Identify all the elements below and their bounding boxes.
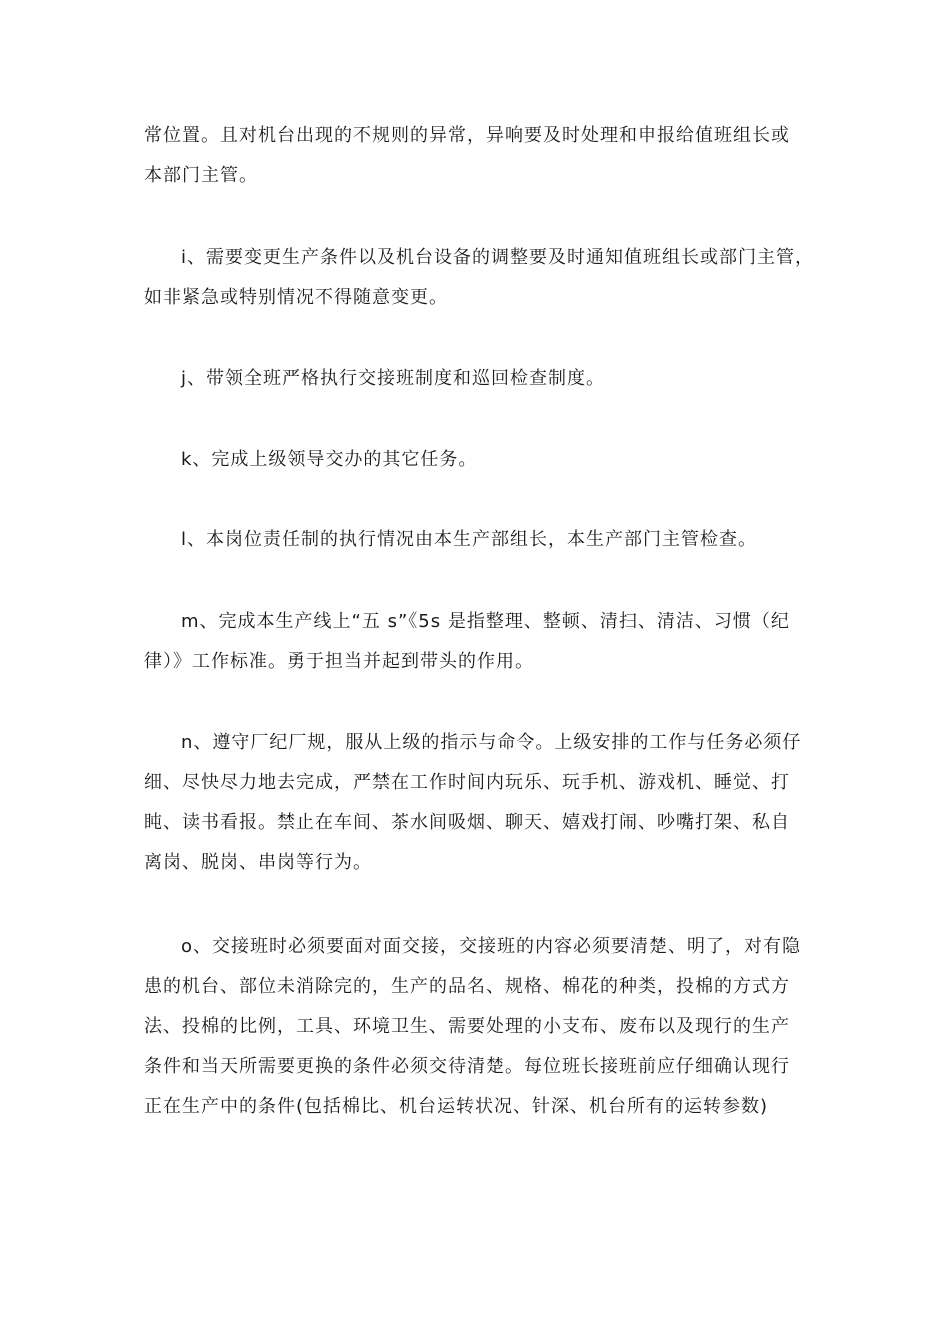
- paragraph-continuation: [144, 116, 816, 196]
- paragraph-line: o、交接班时必须要面对面交接，交接班的内容必须要清楚、明了，对有隐: [181, 936, 802, 957]
- paragraph-line: 如非紧急或特别情况不得随意变更。: [144, 287, 448, 308]
- paragraph-line: l、本岗位责任制的执行情况由本生产部组长，本生产部门主管检查。: [181, 529, 757, 550]
- paragraph-line: 盹、读书看报。禁止在车间、茶水间吸烟、聊天、嬉戏打闹、吵嘴打架、私自: [144, 812, 790, 833]
- paragraph-line: 正在生产中的条件(包括棉比、机台运转状况、针深、机台所有的运转参数): [144, 1096, 769, 1117]
- paragraph-item-n: [144, 723, 816, 883]
- paragraph-line: 离岗、脱岗、串岗等行为。: [144, 852, 372, 873]
- paragraph-line: j、带领全班严格执行交接班制度和巡回检查制度。: [181, 368, 605, 389]
- paragraph-line: 患的机台、部位未消除完的，生产的品名、规格、棉花的种类，投棉的方式方: [144, 976, 790, 997]
- paragraph-line: 本部门主管。: [144, 165, 258, 186]
- paragraph-item-l: [144, 520, 816, 560]
- paragraph-line: n、遵守厂纪厂规，服从上级的指示与命令。上级安排的工作与任务必须仔: [181, 732, 802, 753]
- paragraph-item-j: [144, 359, 816, 399]
- paragraph-item-m: [144, 602, 816, 682]
- paragraph-line: 细、尽快尽力地去完成，严禁在工作时间内玩乐、玩手机、游戏机、睡觉、打: [144, 772, 790, 793]
- paragraph-item-k: [144, 440, 816, 480]
- paragraph-line: 常位置。且对机台出现的不规则的异常，异响要及时处理和申报给值班组长或: [144, 125, 790, 146]
- paragraph-line: 律）》工作标准。勇于担当并起到带头的作用。: [144, 651, 534, 672]
- paragraph-item-o: [144, 927, 816, 1127]
- paragraph-item-i: [144, 238, 816, 318]
- paragraph-line: 条件和当天所需要更换的条件必须交待清楚。每位班长接班前应仔细确认现行: [144, 1056, 790, 1077]
- paragraph-line: m、完成本生产线上“五 s”《5s 是指整理、整顿、清扫、清洁、习惯（纪: [181, 611, 790, 632]
- paragraph-line: 法、投棉的比例，工具、环境卫生、需要处理的小支布、废布以及现行的生产: [144, 1016, 790, 1037]
- paragraph-line: k、完成上级领导交办的其它任务。: [181, 449, 478, 470]
- paragraph-line: i、需要变更生产条件以及机台设备的调整要及时通知值班组长或部门主管，: [181, 247, 814, 268]
